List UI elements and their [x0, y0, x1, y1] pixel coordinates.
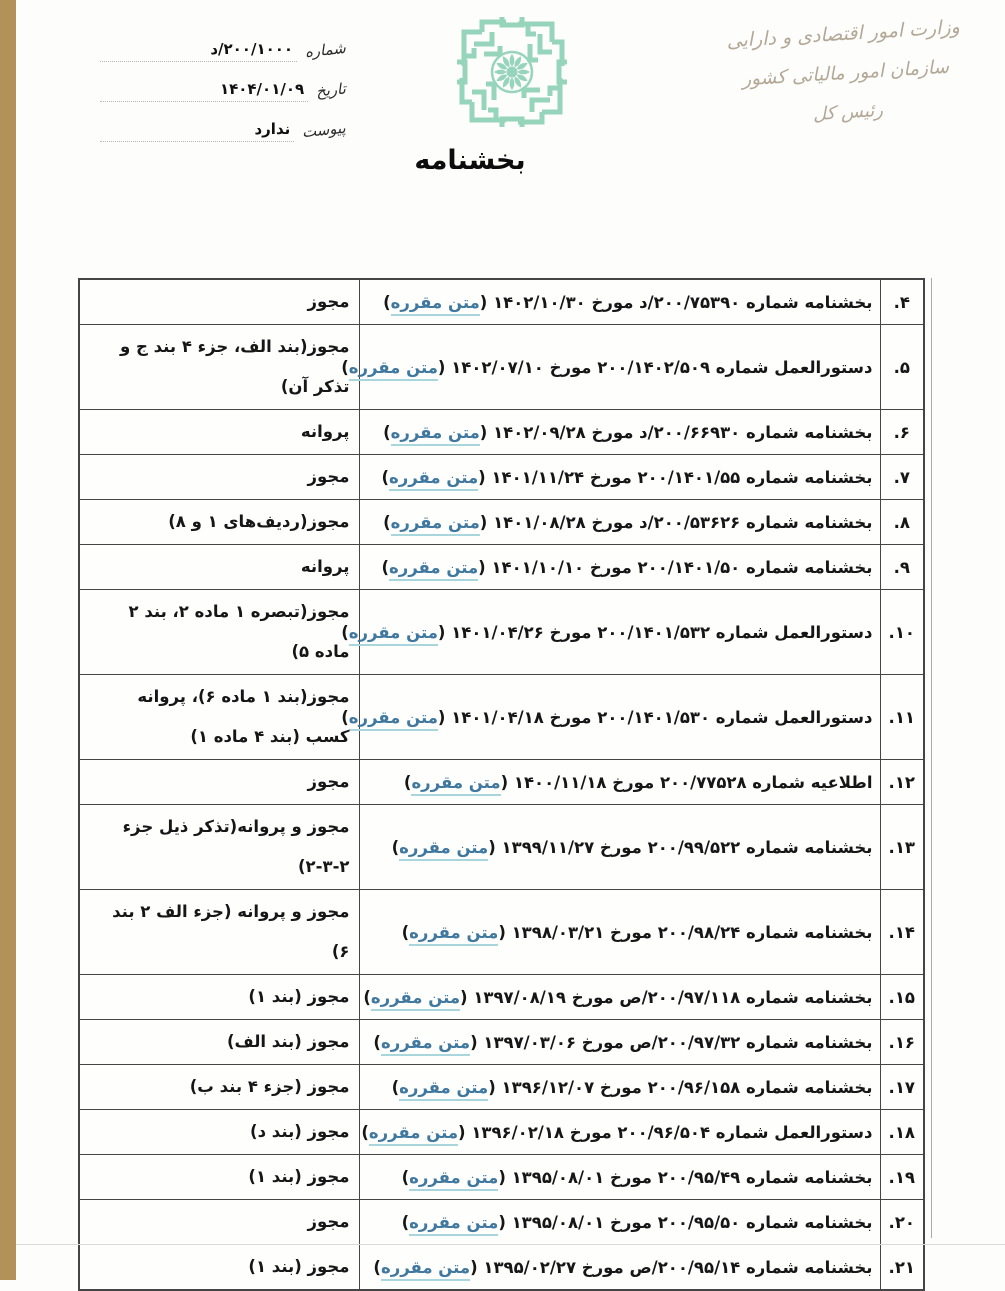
open-paren: ( [498, 1212, 506, 1232]
letterhead-attachment-row [100, 112, 348, 142]
permit-type-text: مجوز(تبصره ۱ ماده ۲، بند ۲ ماده ۵) [128, 602, 350, 661]
table-row [79, 760, 924, 805]
close-paren: ) [341, 622, 349, 642]
permit-type-cell [79, 279, 359, 325]
open-paren: ( [488, 837, 496, 857]
row-index: ۵. [893, 357, 910, 377]
row-index-cell [880, 675, 924, 760]
permit-type-cell [79, 325, 359, 410]
binder-spine [0, 0, 16, 1280]
row-index: ۱۷. [888, 1077, 915, 1097]
page-title: بخشنامه [414, 145, 526, 176]
open-paren: ( [460, 987, 468, 1007]
row-index-cell [880, 805, 924, 890]
row-index: ۱۶. [888, 1032, 915, 1052]
permit-type-text: مجوز (بند الف) [227, 1032, 350, 1051]
regulation-text-link[interactable]: متن مقرره [409, 1213, 498, 1236]
permit-type-text: مجوز [307, 772, 350, 791]
open-paren: ( [498, 922, 506, 942]
regulation-text: بخشنامه شماره ۲۰۰/۹۵/۱۴/ص مورخ ۱۳۹۵/۰۲/۲۷ [483, 1257, 873, 1277]
row-index-cell [880, 975, 924, 1020]
close-paren: ) [401, 1212, 410, 1232]
date-label: تاریخ [315, 79, 347, 101]
number-value: ۲۰۰/۱۰۰۰/د [210, 40, 294, 58]
close-paren: ) [381, 557, 390, 577]
regulation-cell [359, 1065, 880, 1110]
permit-type-cell [79, 590, 359, 675]
permit-type-cell [79, 1110, 359, 1155]
regulation-text: اطلاعیه شماره ۲۰۰/۷۷۵۲۸ مورخ ۱۴۰۰/۱۱/۱۸ [513, 772, 873, 792]
regulation-text: بخشنامه شماره ۲۰۰/۵۳۶۲۶/د مورخ ۱۴۰۱/۰۸/۲۸ [493, 512, 873, 532]
regulation-cell [359, 1155, 880, 1200]
regulation-text: دستورالعمل شماره ۲۰۰/۹۶/۵۰۴ مورخ ۱۳۹۶/۰۲/۱۸ [471, 1122, 873, 1142]
close-paren: ) [381, 467, 390, 487]
tax-org-logo-icon [452, 10, 572, 134]
permit-type-text: مجوز و پروانه (جزء الف ۲ بند ۶) [112, 902, 350, 961]
regulation-cell [359, 760, 880, 805]
scan-edge-vertical-line [931, 278, 932, 1238]
permit-type-text: مجوز [307, 467, 350, 486]
permit-type-cell [79, 760, 359, 805]
regulation-text: بخشنامه شماره ۲۰۰/۹۹/۵۲۲ مورخ ۱۳۹۹/۱۱/۲۷ [501, 837, 873, 857]
permit-type-text: پروانه [300, 557, 350, 576]
regulation-text: بخشنامه شماره ۲۰۰/۱۴۰۱/۵۰ مورخ ۱۴۰۱/۱۰/۱۰ [491, 557, 873, 577]
table-row [79, 1110, 924, 1155]
permit-type-cell [79, 410, 359, 455]
row-index-cell [880, 1110, 924, 1155]
permit-type-cell [79, 1200, 359, 1245]
open-paren: ( [458, 1122, 466, 1142]
table-row [79, 500, 924, 545]
close-paren: ) [361, 1122, 369, 1142]
permit-type-cell [79, 1065, 359, 1110]
open-paren: ( [500, 772, 509, 792]
regulation-cell [359, 1245, 880, 1291]
table-row [79, 325, 924, 410]
open-paren: ( [478, 557, 486, 577]
open-paren: ( [437, 707, 446, 727]
regulations-table [78, 278, 925, 1291]
close-paren: ) [373, 1032, 381, 1052]
letterhead-date-row [100, 72, 348, 102]
table-row [79, 1155, 924, 1200]
regulation-text-link[interactable]: متن مقرره [369, 1123, 458, 1146]
permit-type-cell [79, 805, 359, 890]
date-dotted-field [100, 79, 308, 102]
regulation-text: بخشنامه شماره ۲۰۰/۶۶۹۳۰/د مورخ ۱۴۰۲/۰۹/۲۸ [493, 422, 873, 442]
row-index-cell [880, 1200, 924, 1245]
open-paren: ( [470, 1257, 478, 1277]
row-index-cell [880, 325, 924, 410]
regulation-text-link[interactable]: متن مقرره [391, 513, 480, 536]
table-row [79, 590, 924, 675]
row-index: ۱۳. [888, 837, 915, 857]
table-row [79, 455, 924, 500]
number-dotted-field [100, 39, 297, 62]
open-paren: ( [479, 422, 488, 442]
row-index: ۱۱. [888, 707, 915, 727]
permit-type-text: مجوز [307, 1212, 350, 1231]
table-row [79, 890, 924, 975]
close-paren: ) [383, 512, 391, 532]
regulation-text-link[interactable]: متن مقرره [389, 468, 478, 491]
close-paren: ) [401, 922, 410, 942]
regulation-cell [359, 805, 880, 890]
row-index: ۱۵. [888, 987, 915, 1007]
row-index: ۲۰. [888, 1212, 915, 1232]
table-row [79, 1200, 924, 1245]
regulation-text: بخشنامه شماره ۲۰۰/۹۶/۱۵۸ مورخ ۱۳۹۶/۱۲/۰۷ [501, 1077, 873, 1097]
regulation-text-link[interactable]: متن مقرره [389, 558, 478, 581]
regulation-text: بخشنامه شماره ۲۰۰/۹۸/۲۴ مورخ ۱۳۹۸/۰۳/۲۱ [511, 922, 873, 942]
row-index-cell [880, 455, 924, 500]
regulation-cell [359, 410, 880, 455]
organization-header [689, 5, 1003, 157]
permit-type-text: مجوز (بند ۱) [248, 987, 350, 1006]
regulation-cell [341, 590, 880, 675]
row-index: ۴. [893, 292, 910, 312]
close-paren: ) [363, 987, 371, 1007]
regulation-text: بخشنامه شماره ۲۰۰/۱۴۰۱/۵۵ مورخ ۱۴۰۱/۱۱/۲۴ [491, 467, 873, 487]
permit-type-text: پروانه [300, 422, 350, 441]
table-row [79, 545, 924, 590]
permit-type-cell [79, 675, 359, 760]
close-paren: ) [391, 1077, 400, 1097]
permit-type-text: مجوز(بند الف، جزء ۴ بند ج و تذکر آن) [120, 337, 350, 396]
attachment-dotted-field [100, 119, 294, 142]
open-paren: ( [478, 467, 486, 487]
table-row [79, 1065, 924, 1110]
close-paren: ) [341, 357, 349, 377]
permit-type-cell [79, 890, 359, 975]
row-index-cell [880, 1155, 924, 1200]
permit-type-text: مجوز (بند د) [250, 1122, 350, 1141]
row-index: ۱۴. [888, 922, 915, 942]
close-paren: ) [403, 772, 412, 792]
regulation-text: بخشنامه شماره ۲۰۰/۹۵/۵۰ مورخ ۱۳۹۵/۰۸/۰۱ [511, 1212, 873, 1232]
row-index: ۱۲. [888, 772, 915, 792]
row-index-cell [880, 590, 924, 675]
regulation-text-link[interactable]: متن مقرره [381, 1033, 470, 1056]
permit-type-cell [79, 975, 359, 1020]
regulation-text: بخشنامه شماره ۲۰۰/۷۵۳۹۰/د مورخ ۱۴۰۲/۱۰/۳۰ [493, 292, 873, 312]
regulation-cell [359, 890, 880, 975]
row-index-cell [880, 760, 924, 805]
row-index: ۹. [893, 557, 910, 577]
row-index: ۱۰. [888, 622, 915, 642]
regulation-cell [359, 455, 880, 500]
permit-type-cell [79, 545, 359, 590]
regulation-cell [359, 545, 880, 590]
regulation-cell [359, 1200, 880, 1245]
scan-edge-bottom-line [16, 1244, 1005, 1245]
regulation-text: دستورالعمل شماره ۲۰۰/۱۴۰۲/۵۰۹ مورخ ۱۴۰۲/۰۷/۱۰ [451, 357, 873, 377]
regulation-text-link[interactable]: متن مقرره [411, 773, 500, 796]
permit-type-cell [79, 1245, 359, 1291]
table-row [79, 1020, 924, 1065]
regulation-text: بخشنامه شماره ۲۰۰/۹۷/۳۲/ص مورخ ۱۳۹۷/۰۳/۰۶ [483, 1032, 873, 1052]
regulation-text-link[interactable]: متن مقرره [349, 358, 438, 381]
permit-type-text: مجوز (بند ۱) [248, 1167, 350, 1186]
row-index-cell [880, 1065, 924, 1110]
open-paren: ( [479, 292, 488, 312]
row-index-cell [880, 1020, 924, 1065]
table-row [79, 279, 924, 325]
regulation-cell [359, 279, 880, 325]
letterhead-number-row [100, 32, 348, 62]
row-index: ۱۸. [888, 1122, 915, 1142]
table-row [79, 410, 924, 455]
open-paren: ( [488, 1077, 496, 1097]
regulation-cell [359, 1110, 880, 1155]
regulation-text-link[interactable]: متن مقرره [349, 708, 438, 731]
tax-organization-name: سازمان امور مالیاتی کشور [741, 56, 950, 91]
regulation-text-link[interactable]: متن مقرره [391, 423, 480, 446]
permit-type-text: مجوز (جزء ۴ بند ب) [189, 1077, 350, 1096]
close-paren: ) [383, 292, 391, 312]
permit-type-cell [79, 500, 359, 545]
permit-type-text: مجوز (بند ۱) [248, 1257, 350, 1276]
permit-type-cell [79, 1155, 359, 1200]
close-paren: ) [383, 422, 391, 442]
regulation-cell [341, 675, 880, 760]
regulation-cell [341, 325, 880, 410]
row-index-cell [880, 279, 924, 325]
table-row [79, 675, 924, 760]
regulation-text-link[interactable]: متن مقرره [381, 1258, 470, 1281]
permit-type-text: مجوز [307, 292, 350, 311]
date-value: ۱۴۰۴/۰۱/۰۹ [219, 80, 305, 98]
open-paren: ( [437, 622, 446, 642]
regulation-text-link[interactable]: متن مقرره [399, 1078, 488, 1101]
regulation-text: بخشنامه شماره ۲۰۰/۹۷/۱۱۸/ص مورخ ۱۳۹۷/۰۸/۱۹ [473, 987, 873, 1007]
open-paren: ( [437, 357, 446, 377]
regulation-text: دستورالعمل شماره ۲۰۰/۱۴۰۱/۵۳۲ مورخ ۱۴۰۱/۰۴/۲۶ [451, 622, 873, 642]
attachment-value: ندارد [254, 120, 291, 138]
director-general-title: رئیس کل [812, 99, 884, 126]
permit-type-text: مجوز(بند ۱ ماده ۶)، پروانه کسب (بند ۴ ماده ۱) [137, 687, 350, 746]
regulation-text-link[interactable]: متن مقرره [409, 923, 498, 946]
close-paren: ) [391, 837, 400, 857]
row-index-cell [880, 500, 924, 545]
regulation-cell [359, 500, 880, 545]
row-index-cell [880, 410, 924, 455]
regulations-table-body [79, 279, 924, 1290]
close-paren: ) [373, 1257, 381, 1277]
row-index: ۱۹. [888, 1167, 915, 1187]
regulation-cell [359, 975, 880, 1020]
row-index: ۷. [893, 467, 910, 487]
regulation-text-link[interactable]: متن مقرره [391, 293, 480, 316]
table-row [79, 975, 924, 1020]
table-row [79, 1245, 924, 1291]
row-index-cell [880, 890, 924, 975]
row-index: ۸. [893, 512, 910, 532]
permit-type-text: مجوز(ردیف‌های ۱ و ۸) [168, 512, 350, 531]
permit-type-text: مجوز و پروانه(تذکر ذیل جزء ۲-۳-۲) [122, 817, 350, 876]
open-paren: ( [498, 1167, 506, 1187]
number-label: شماره [304, 38, 347, 62]
close-paren: ) [401, 1167, 410, 1187]
regulation-text: دستورالعمل شماره ۲۰۰/۱۴۰۱/۵۳۰ مورخ ۱۴۰۱/۰۴/۱۸ [451, 707, 873, 727]
row-index-cell [880, 1245, 924, 1291]
ministry-name: وزارت امور اقتصادی و دارایی [725, 15, 961, 53]
regulation-text-link[interactable]: متن مقرره [349, 623, 438, 646]
regulation-text-link[interactable]: متن مقرره [371, 988, 460, 1011]
table-row [79, 805, 924, 890]
row-index: ۶. [893, 422, 910, 442]
attachment-label: پیوست [301, 118, 347, 142]
row-index-cell [880, 545, 924, 590]
open-paren: ( [479, 512, 488, 532]
regulation-cell [359, 1020, 880, 1065]
regulation-text: بخشنامه شماره ۲۰۰/۹۵/۴۹ مورخ ۱۳۹۵/۰۸/۰۱ [511, 1167, 873, 1187]
open-paren: ( [470, 1032, 478, 1052]
permit-type-cell [79, 455, 359, 500]
permit-type-cell [79, 1020, 359, 1065]
regulation-text-link[interactable]: متن مقرره [409, 1168, 498, 1191]
regulation-text-link[interactable]: متن مقرره [399, 838, 488, 861]
row-index: ۲۱. [888, 1257, 915, 1277]
close-paren: ) [341, 707, 349, 727]
